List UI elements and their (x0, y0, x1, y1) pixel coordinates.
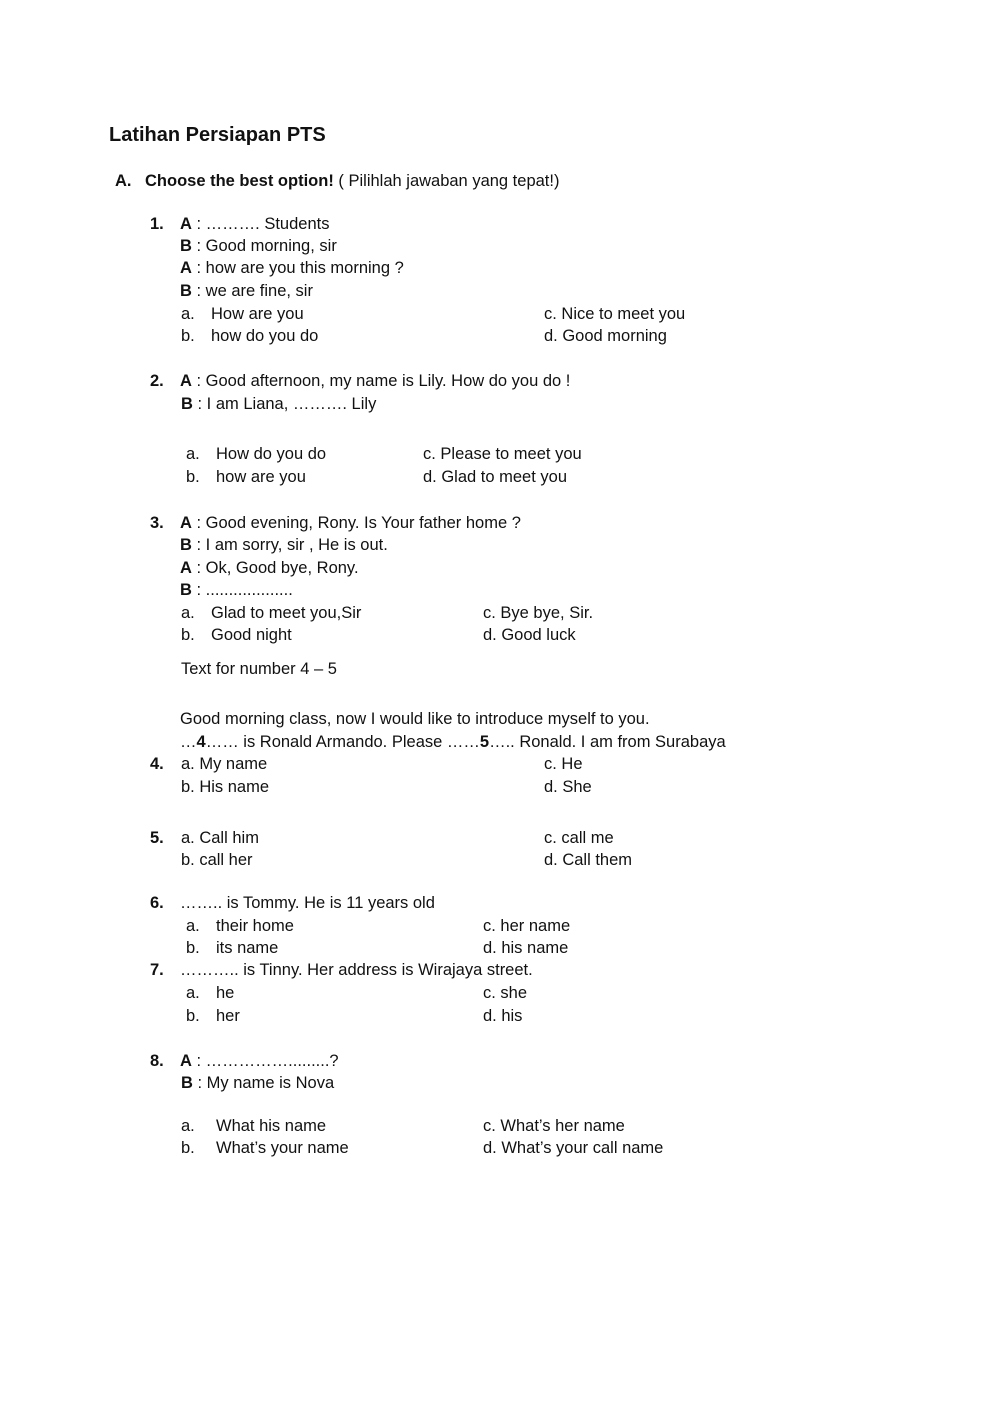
dialogue-line: B : ................... (180, 581, 293, 599)
option-c[interactable]: c. call me (544, 829, 614, 847)
option-c[interactable]: c. Please to meet you (423, 445, 582, 463)
option-a-letter: a. (186, 917, 200, 935)
option-b[interactable]: her (216, 1007, 240, 1025)
dialogue-line: B : Good morning, sir (180, 237, 337, 255)
dialogue-line: A : Good afternoon, my name is Lily. How do you do ! (180, 372, 571, 390)
option-a-letter: a. (181, 604, 195, 622)
option-a[interactable]: he (216, 984, 235, 1002)
option-b[interactable]: What’s your name (216, 1139, 349, 1157)
option-d[interactable]: d. Glad to meet you (423, 468, 567, 486)
option-a[interactable]: their home (216, 917, 294, 935)
option-a[interactable]: How are you (211, 305, 304, 323)
dialogue-line: A : ………. Students (180, 215, 330, 233)
option-c[interactable]: c. Nice to meet you (544, 305, 686, 323)
option-c[interactable]: c. Bye bye, Sir. (483, 604, 594, 622)
option-d[interactable]: d. She (544, 778, 592, 796)
option-c[interactable]: c. her name (483, 917, 571, 935)
option-a[interactable]: a. My name (181, 755, 268, 773)
section-letter: A. (115, 172, 132, 190)
dialogue-line: A : Good evening, Rony. Is Your father home ? (180, 514, 521, 532)
option-b-letter: b. (181, 327, 195, 345)
question-stem: ……….. is Tinny. Her address is Wirajaya street. (180, 961, 533, 979)
option-d[interactable]: d. What’s your call name (483, 1139, 664, 1157)
option-b[interactable]: how are you (216, 468, 306, 486)
dialogue-line: A : how are you this morning ? (180, 259, 404, 277)
option-d[interactable]: d. Call them (544, 851, 633, 869)
option-a-letter: a. (181, 305, 195, 323)
dialogue-line: B : I am sorry, sir , He is out. (180, 536, 388, 554)
blank-number-4: 4 (196, 733, 206, 751)
option-d[interactable]: d. his (483, 1007, 523, 1025)
option-a-letter: a. (181, 1117, 195, 1135)
dialogue-line: B : we are fine, sir (180, 282, 313, 300)
option-a-letter: a. (186, 445, 200, 463)
reading-text-line: …4…… is Ronald Armando. Please ……5….. Ronald. I am from Surabaya (180, 733, 726, 751)
question-number: 5. (150, 829, 164, 847)
option-c[interactable]: c. she (483, 984, 528, 1002)
section-heading-bold: Choose the best option! (145, 172, 334, 190)
option-b[interactable]: Good night (211, 626, 292, 644)
question-number: 7. (150, 961, 164, 979)
blank-number-5: 5 (479, 733, 490, 751)
option-b-letter: b. (186, 468, 200, 486)
dialogue-line: A : …………….........? (180, 1052, 339, 1070)
option-c[interactable]: c. What’s her name (483, 1117, 625, 1135)
option-b-letter: b. (181, 1139, 195, 1157)
option-b[interactable]: how do you do (211, 327, 319, 345)
page-title: Latihan Persiapan PTS (109, 124, 326, 146)
option-b[interactable]: b. His name (181, 778, 270, 796)
dialogue-line: B : I am Liana, ………. Lily (181, 395, 377, 413)
question-number: 6. (150, 894, 164, 912)
question-number: 8. (150, 1052, 164, 1070)
option-b[interactable]: its name (216, 939, 279, 957)
option-a-letter: a. (186, 984, 200, 1002)
question-number: 2. (150, 372, 164, 390)
option-b-letter: b. (181, 626, 195, 644)
dialogue-line: B : My name is Nova (181, 1074, 335, 1092)
option-d[interactable]: d. his name (483, 939, 569, 957)
option-d[interactable]: d. Good luck (483, 626, 576, 644)
section-heading-note: ( Pilihlah jawaban yang tepat!) (333, 172, 560, 190)
option-a[interactable]: What his name (216, 1117, 327, 1135)
dialogue-line: A : Ok, Good bye, Rony. (180, 559, 359, 577)
reading-text-label: Text for number 4 – 5 (181, 660, 337, 678)
section-heading (115, 172, 559, 191)
option-b-letter: b. (186, 1007, 200, 1025)
option-a[interactable]: Glad to meet you,Sir (211, 604, 362, 622)
question-number: 1. (150, 215, 164, 233)
reading-text-line: Good morning class, now I would like to introduce myself to you. (180, 710, 650, 728)
question-stem: …….. is Tommy. He is 11 years old (180, 894, 435, 912)
question-number: 3. (150, 514, 164, 532)
option-c[interactable]: c. He (544, 755, 583, 773)
option-b-letter: b. (186, 939, 200, 957)
option-a[interactable]: How do you do (216, 445, 327, 463)
question-number: 4. (150, 755, 164, 773)
option-d[interactable]: d. Good morning (544, 327, 667, 345)
option-a[interactable]: a. Call him (181, 829, 259, 847)
option-b[interactable]: b. call her (181, 851, 253, 869)
